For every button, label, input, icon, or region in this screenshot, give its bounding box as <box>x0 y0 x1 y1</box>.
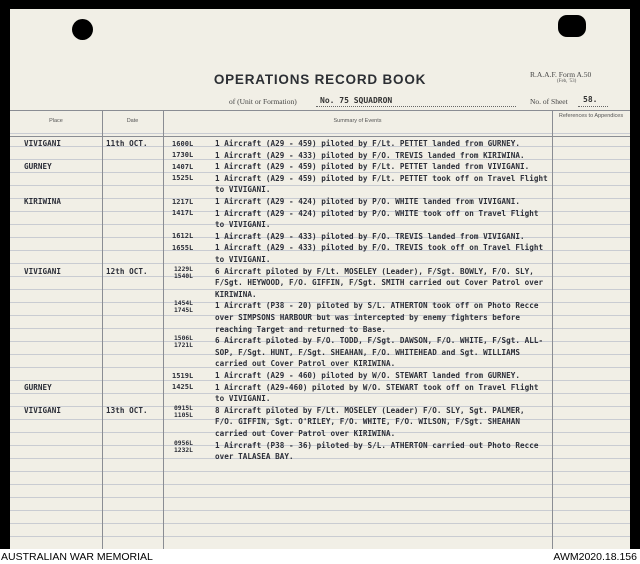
entry-summary-line: carried out Cover Patrol over KIRIWINA. <box>215 359 396 369</box>
entry-time: 1525L <box>172 174 194 183</box>
column-header-place: Place <box>49 118 63 124</box>
entry-summary-line: to VIVIGANI. <box>215 255 271 264</box>
column-header-date: Date <box>126 118 139 124</box>
entry-summary-line: 1 Aircraft (A29 - 433) piloted by F/O. TREVIS landed from KIRIWINA. <box>215 150 525 160</box>
entry-summary-line: 1 Aircraft (A29 - 460) piloted by W/O. STEWART landed from GURNEY. <box>215 371 521 380</box>
entry-time: 0956L <box>174 439 193 447</box>
entry-summary-line: 1 Aircraft (P38 - 36) piloted by S/L. ATHERTON carried out Photo Recce <box>215 440 539 450</box>
entry-time: 1721L <box>174 342 193 350</box>
column-divider-references <box>552 110 553 549</box>
unit-dotted-line <box>316 106 516 107</box>
entry-time-range <box>174 300 193 314</box>
entry-time-range <box>174 335 193 349</box>
entry-summary-line: 6 Aircraft piloted by F/Lt. MOSELEY (Leader), F/Sgt. BOWLY, F/O. SLY, <box>215 266 534 276</box>
sheet-number-dotted-line <box>578 106 608 107</box>
entry-summary-line: carried out Cover Patrol over KIRIWINA. <box>215 429 396 438</box>
entry-time: 1217L <box>172 197 194 206</box>
punch-hole-right <box>558 15 586 37</box>
column-divider-date <box>102 110 103 549</box>
entry-time-range <box>174 405 193 419</box>
entry-time: 1519L <box>172 371 194 380</box>
entry-time: 1506L <box>174 335 193 343</box>
entry-summary-line: 1 Aircraft (A29 - 459) piloted by F/Lt. PETTET landed from VIVIGANI. <box>215 162 530 172</box>
header-rule-top <box>10 110 630 111</box>
header-rule-bottom <box>10 136 630 137</box>
entry-summary-line: 1 Aircraft (A29 - 459) piloted by F/Lt. PETTET took off on Travel Flight <box>215 173 548 183</box>
entry-time: 1105L <box>174 411 193 419</box>
entry-time-range <box>174 266 193 280</box>
record-sheet <box>10 9 630 549</box>
accession-number: AWM2020.18.156 <box>553 551 637 563</box>
entry-summary-line: to VIVIGANI. <box>215 220 271 230</box>
entry-time-range <box>174 440 193 454</box>
form-reference-date: (Feb, '53) <box>557 79 577 84</box>
entry-place: VIVIGANI <box>24 266 61 276</box>
entry-time: 1417L <box>172 209 194 218</box>
punch-hole-left <box>72 19 93 40</box>
entry-summary-line: over SIMPSONS HARBOUR but was intercepted by enemy fighters before <box>215 313 521 322</box>
entry-place: GURNEY <box>24 382 52 392</box>
entry-summary-line: to VIVIGANI. <box>215 185 271 195</box>
entry-place: VIVIGANI <box>24 405 61 415</box>
entry-time: 1745L <box>174 307 193 315</box>
entry-summary-line: reaching Target and returned to Base. <box>215 324 387 334</box>
entry-summary-line: F/O. GIFFIN, Sgt. O'RILEY, F/O. WHITE, F/O. WILSON, F/Sgt. SHEAHAN <box>215 417 521 427</box>
entry-summary-line: 1 Aircraft (A29 - 424) piloted by P/O. WHITE took off on Travel Flight <box>215 208 539 218</box>
entry-summary-line: KIRIWINA. <box>215 289 257 299</box>
entry-summary-line: 6 Aircraft piloted by F/O. TODD, F/Sgt. DAWSON, F/O. WHITE, F/Sgt. ALL- <box>215 336 544 346</box>
entry-summary-line: 1 Aircraft (A29 - 459) piloted by F/Lt. PETTET landed from GURNEY. <box>215 139 521 148</box>
sheet-number-label: No. of Sheet <box>530 97 568 106</box>
column-header-summary: Summary of Events <box>333 118 382 124</box>
entry-date: 13th OCT. <box>106 405 148 415</box>
entry-place: VIVIGANI <box>24 139 61 148</box>
entry-time: 1407L <box>172 162 194 171</box>
entry-time: 1612L <box>172 232 194 241</box>
entry-time: 1229L <box>174 265 193 273</box>
entry-date: 11th OCT. <box>106 139 148 148</box>
entry-date: 12th OCT. <box>106 266 148 276</box>
entry-time: 1232L <box>174 446 193 454</box>
entry-place: GURNEY <box>24 162 52 172</box>
unit-label: of (Unit or Formation) <box>229 97 297 106</box>
entry-summary-line: 1 Aircraft (A29 - 424) piloted by P/O. WHITE landed from VIVIGANI. <box>215 197 521 206</box>
entry-time: 1730L <box>172 151 194 160</box>
entry-place: KIRIWINA <box>24 197 61 206</box>
sheet-number-value: 58. <box>583 95 598 104</box>
entry-summary-line: 1 Aircraft (A29 - 433) piloted by F/O. TREVIS took off on Travel Flight <box>215 243 544 253</box>
entry-time: 1600L <box>172 139 194 148</box>
entry-time: 1454L <box>174 300 193 308</box>
entry-summary-line: over TALASEA BAY. <box>215 452 294 462</box>
form-reference: R.A.A.F. Form A.50 <box>530 70 592 79</box>
entry-time: 1540L <box>174 272 193 280</box>
entry-time: 1425L <box>172 383 194 392</box>
column-header-references: References to Appendices <box>558 113 624 119</box>
page-title: OPERATIONS RECORD BOOK <box>213 72 427 87</box>
entry-time: 0915L <box>174 404 193 412</box>
unit-value: No. 75 SQUADRON <box>320 96 393 105</box>
archive-source: AUSTRALIAN WAR MEMORIAL <box>1 551 153 563</box>
entry-summary-line: F/Sgt. HEYWOOD, F/O. GIFFIN, F/Sgt. SMITH carried out Cover Patrol over <box>215 278 544 288</box>
entry-time: 1655L <box>172 243 194 252</box>
entry-summary-line: to VIVIGANI. <box>215 394 271 404</box>
column-divider-summary <box>163 110 164 549</box>
entry-summary-line: SOP, F/Sgt. HUNT, F/Sgt. SHEAHAN, F/O. WHITEHEAD and Sgt. WILLIAMS <box>215 347 521 357</box>
entry-summary-line: 1 Aircraft (A29-460) piloted by W/O. STEWART took off on Travel Flight <box>215 382 539 392</box>
entry-summary-line: 1 Aircraft (A29 - 433) piloted by F/O. TREVIS landed from VIVIGANI. <box>215 231 525 241</box>
entry-summary-line: 8 Aircraft piloted by F/Lt. MOSELEY (Leader) F/O. SLY, Sgt. PALMER, <box>215 405 525 415</box>
entry-summary-line: 1 Aircraft (P38 - 20) piloted by S/L. ATHERTON took off on Photo Recce <box>215 301 539 311</box>
